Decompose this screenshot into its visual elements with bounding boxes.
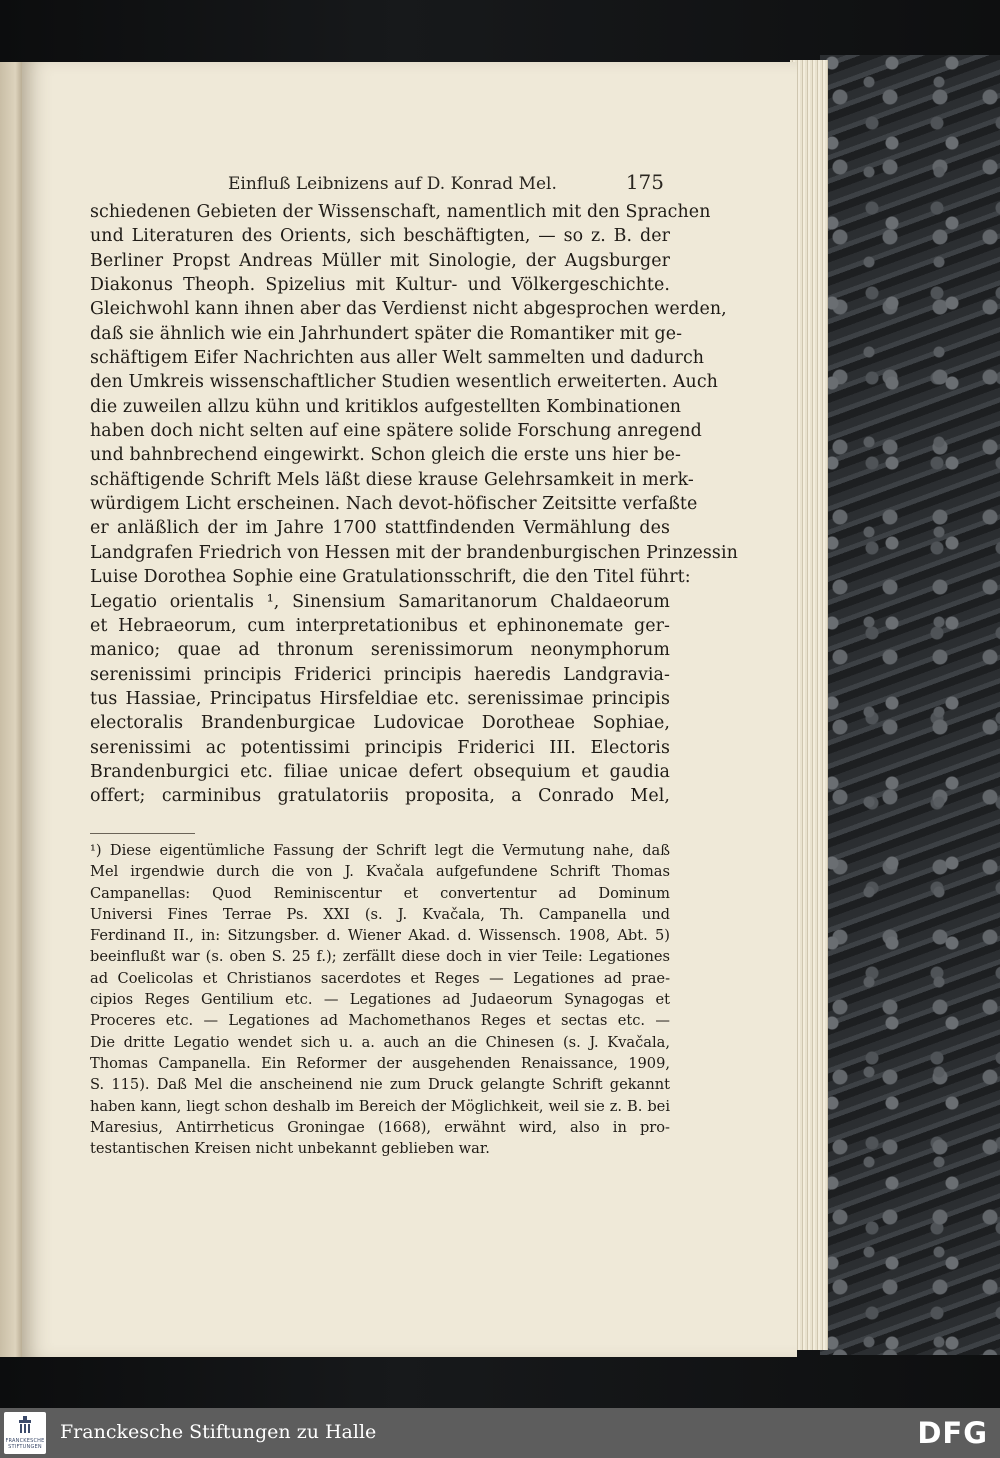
footnote-line: Maresius, Antirrheticus Groningae (1668), erwähnt wird, also in pro-: [90, 1118, 670, 1136]
page-number: 175: [625, 170, 664, 194]
text-line: schäftigende Schrift Mels läßt diese krause Gelehrsamkeit in merk-: [90, 469, 694, 490]
footnote-line: ad Coelicolas et Christianos sacerdotes et Reges — Legationes ad prae-: [90, 969, 670, 987]
footnote-line: Universi Fines Terrae Ps. XXI (s. J. Kvačala, Th. Campanella und: [90, 905, 670, 923]
text-line: und Literaturen des Orients, sich beschäftigten, — so z. B. der: [90, 226, 670, 247]
logo-caption-line1: FRANCKESCHE: [5, 1438, 45, 1444]
text-line: und bahnbrechend eingewirkt. Schon gleich die erste uns hier be-: [90, 445, 681, 466]
footnote-line: Campanellas: Quod Reminiscentur et convertentur ad Dominum: [90, 884, 670, 902]
logo-caption: [4, 1438, 46, 1450]
footnote-block: [90, 840, 670, 1159]
text-line: offert; carminibus gratulatoriis proposita, a Conrado Mel,: [90, 786, 670, 807]
text-line: Brandenburgici etc. filiae unicae defert obsequium et gaudia: [90, 761, 670, 782]
text-line: Gleichwohl kann ihnen aber das Verdienst nicht abgesprochen werden,: [90, 299, 727, 320]
footnote-line: haben kann, liegt schon deshalb im Bereich der Möglichkeit, weil sie z. B. bei: [90, 1097, 670, 1115]
text-line: die zuweilen allzu kühn und kritiklos aufgestellten Kombinationen: [90, 396, 682, 417]
main-text-block: [90, 200, 738, 809]
footnote-line: Mel irgendwie durch die von J. Kvačala aufgefundene Schrift Thomas: [90, 863, 670, 881]
logo-caption-line2: STIFTUNGEN: [8, 1444, 42, 1450]
footnote-line: Ferdinand II., in: Sitzungsber. d. Wiener Akad. d. Wissensch. 1908, Abt. 5): [90, 927, 670, 945]
institution-name[interactable]: Franckesche Stiftungen zu Halle: [60, 1421, 377, 1443]
text-line: den Umkreis wissenschaftlicher Studien wesentlich erweiterten. Auch: [90, 372, 718, 393]
footnote-line: Thomas Campanella. Ein Reformer der ausgehenden Renaissance, 1909,: [90, 1054, 670, 1072]
text-line: Berliner Propst Andreas Müller mit Sinologie, der Augsburger: [90, 250, 670, 271]
building-icon: [18, 1416, 32, 1434]
footnote-line: cipios Reges Gentilium etc. — Legationes ad Judaeorum Synagogas et: [90, 991, 670, 1009]
dfg-logo[interactable]: DFG: [917, 1416, 988, 1450]
text-line: schäftigem Eifer Nachrichten aus aller Welt sammelten und dadurch: [90, 348, 705, 369]
text-line: Landgrafen Friedrich von Hessen mit der brandenburgischen Prinzessin: [90, 542, 738, 563]
footnote-line: beeinflußt war (s. oben S. 25 f.); zerfällt diese doch in vier Teile: Legationes: [90, 948, 670, 966]
footnote-line: S. 115). Daß Mel die anscheinend nie zum Druck gelangte Schrift gekannt: [90, 1076, 670, 1094]
footnote-line: Die dritte Legatio wendet sich u. a. auch an die Chinesen (s. J. Kvačala,: [90, 1033, 670, 1051]
text-line: manico; quae ad thronum serenissimorum neonymphorum: [90, 640, 670, 661]
text-line: Luise Dorothea Sophie eine Gratulationsschrift, die den Titel führt:: [90, 567, 691, 588]
footnote-divider: [90, 833, 195, 834]
text-line: Legatio orientalis ¹, Sinensium Samaritanorum Chaldaeorum: [90, 591, 670, 612]
footnote-line: testantischen Kreisen nicht unbekannt geblieben war.: [90, 1140, 490, 1158]
text-line: schiedenen Gebieten der Wissenschaft, namentlich mit den Sprachen: [90, 202, 711, 222]
text-line: er anläßlich der im Jahre 1700 stattfindenden Vermählung des: [90, 518, 670, 539]
footnote-line: ¹) Diese eigentümliche Fassung der Schrift legt die Vermutung nahe, daß: [90, 842, 670, 859]
text-line: serenissimi principis Friderici principis haeredis Landgravia-: [90, 664, 670, 685]
viewer-footer-bar: [0, 1408, 1000, 1458]
facing-page-edge: [0, 62, 22, 1357]
text-line: electoralis Brandenburgicae Ludovicae Dorotheae Sophiae,: [90, 713, 670, 734]
franckesche-stiftungen-logo[interactable]: [4, 1412, 46, 1454]
text-line: haben doch nicht selten auf eine spätere solide Forschung anregend: [90, 421, 702, 442]
footnote-line: Proceres etc. — Legationes ad Machomethanos Reges et sectas etc. —: [90, 1012, 670, 1030]
text-line: würdigem Licht erscheinen. Nach devot-höfischer Zeitsitte verfaßte: [90, 494, 698, 515]
text-line: Diakonus Theoph. Spizelius mit Kultur- und Völkergeschichte.: [90, 275, 670, 296]
text-line: serenissimi ac potentissimi principis Friderici III. Electoris: [90, 737, 670, 758]
marbled-book-edge: [820, 55, 1000, 1355]
text-line: daß sie ähnlich wie ein Jahrhundert später die Romantiker mit ge-: [90, 323, 683, 344]
page-header: [228, 170, 668, 200]
running-head: Einfluß Leibnizens auf D. Konrad Mel.: [228, 174, 557, 194]
text-line: tus Hassiae, Principatus Hirsfeldiae etc. serenissimae principis: [90, 688, 670, 709]
text-line: et Hebraeorum, cum interpretationibus et ephinonemate ger-: [90, 615, 670, 636]
